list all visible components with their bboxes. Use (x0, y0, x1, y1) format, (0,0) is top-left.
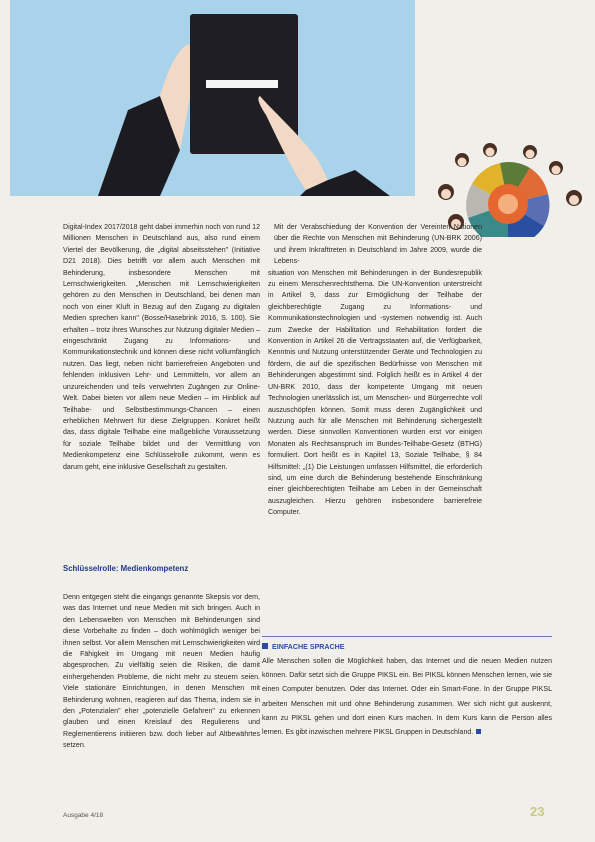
easy-language-text (262, 655, 552, 740)
right-column (268, 222, 482, 519)
left-column (63, 222, 260, 473)
circle-of-people-illustration (426, 112, 595, 237)
left-paragraph-2: Denn entgegen steht die eingangs genannte Skepsis vor dem, was das Internet und neue Medien mit sich bringen. Auch in den Lebenswelten von Menschen mit Behinderungen sind diese Vorbehalte zu finden – doch wohlmöglich weniger bei ihnen selbst. Vor allem Menschen mit Lernschwierigkeiten wird die Fähigkeit im Umgang mit neuen Medien häufig abgesprochen. Zu vielfältig seien die Risiken, die damit einhergehenden Probleme, die nicht mehr zu steuern seien. Viele stationäre Einrichtungen, in denen Menschen mit Behinderung wohnen, reagieren auf das Thema, indem sie in den „Potenzialen" eher „potenzielle Gefahren" zu erkennen glauben und einen Kreislauf des Regulierens und Reglementierens initiieren bzw. doch lieber auf Altbewährtes setzen. (63, 594, 260, 750)
easy-language-box (262, 636, 552, 740)
easy-language-title-text: EINFACHE SPRACHE (272, 643, 345, 651)
square-bullet-icon (262, 643, 268, 649)
section-heading: Schlüsselrolle: Medienkompetenz (63, 564, 189, 573)
left-paragraph-1: Digital-Index 2017/2018 geht dabei immerhin noch von rund 12 Millionen Menschen in Deutschland aus, also rund einem Viertel der Bevölkerung, die „digital abseitsstehen" (Initiative D21 2018). Dies betrifft vor allem auch Menschen mit Behinderung, insbesondere Menschen mit Lernschwierigkeiten. „Menschen mit Lernschwierigkeiten gehören zu den Menschen in Deutschland, bei denen man noch von einer Kluft in Bezug auf den Zugang zu digitalen Medien sprechen kann" (Bosse/Hasebrink 2016, S. 100). Sie erhalten – trotz ihres Wunsches zur Nutzung digitaler Medien – eingeschränkt Zugang zu Informations- und Kommunikationstechnik und können diese nicht vollumfänglich nutzen. Das liegt, neben nicht barrierefreien Angeboten und fehlenden inklusiven Lehr- und Lernmitteln, vor allem an unzureichenden und teils verwehrten Zugängen zur Online-Welt. Dabei bieten vor allem neue Medien – im Hinblick auf Teilhabe- und Selbstbestimmungs-Chancen – einen erheblichen Mehrwert für diese Zielgruppen. Konkret heißt das, dass digitale Teilhabe eine maßgebliche Voraussetzung für soziale Teilhabe bildet und der Vermittlung von Medienkompetenz eine Schlüsselrolle zukommt, wenn es darum geht, eine inklusive Gesellschaft zu gestalten. (63, 224, 260, 471)
hero-illustration (10, 0, 415, 196)
issue-label: Ausgabe 4/18 (63, 812, 104, 819)
right-paragraph-intro: Mit der Verabschiedung der Konvention der Vereinten Nationen über die Rechte von Menschen mit Behinderung (UN-BRK 2006) und ihrem Inkrafttreten in Deutschland im Jahre 2009, wurde die Lebens- (274, 224, 482, 266)
left-column-lower (63, 592, 260, 752)
people-wheel-graphic (426, 112, 595, 237)
easy-language-body: Alle Menschen sollen die Möglichkeit haben, das Internet und die neuen Medien nutzen können. Dafür setzt sich die Gruppe PIKSL ein. Bei PIKSL können Menschen lernen, wie sie einen Computer benutzen. Oder das Internet. Oder ein Smart-Fone. In der Gruppe PIKSL arbeiten Menschen mit und ohne Behinderung zusammen. Wer sich nicht gut auskennt, kann zu PIKSL gehen und dort einen Kurs machen. In dem Kurs kann die Person alles lernen. Es gibt inzwischen mehrere PIKSL Gruppen in Deutschland. (262, 658, 552, 737)
easy-language-title (262, 643, 552, 651)
right-paragraph-body: situation von Menschen mit Behinderungen in der Bundesrepublik zu einem Menschenrechtsthema. Die UN-Konvention unterstreicht in Artikel 9, dass zur Ermöglichung der Teilhabe der gleichberechtigte Zugang zu Informations- und Kommunikationstechnologien und -systemen notwendig ist. Auch zum Zwecke der Habilitation und Rehabilitation fordert die Konvention in Artikel 26 die Vertragsstaaten auf, die Verfügbarkeit, Kenntnis und Nutzung unterstützender Geräte und Technologien zu fördern, die auf die spezifischen Bedürfnisse von Menschen mit Behinderungen abgestimmt sind. Folglich heißt es in Artikel 4 der UN-BRK 2010, dass der kompetente Umgang mit neuen Technologien unerlässlich ist, um Menschen- und Bürgerrechte voll auszuschöpfen können. Somit muss deren Zugänglichkeit und Nutzung auch für alle Menschen mit Behinderung sichergestellt werden. Diese sinnvollen Konventionen wurden erst vor einigen Monaten als Rechtsanspruch im Bundes-Teilhabe-Gesetz (BTHG) formuliert. Dort heißt es in Kapitel 13, Soziale Teilhabe, § 84 Hilfsmittel: „(1) Die Leistungen umfassen Hilfsmittel, die erforderlich sind, um eine durch die Behinderung bestehende Einschränkung einer gleichberechtigten Teilhabe am Leben in der Gemeinschaft auszugleichen. Hierzu gehören insbesondere barrierefreie Computer. (268, 269, 482, 517)
box-divider (262, 636, 552, 637)
tablet-hands-illustration (10, 0, 415, 196)
end-mark-icon (476, 729, 481, 734)
page-number: 23 (530, 804, 545, 819)
